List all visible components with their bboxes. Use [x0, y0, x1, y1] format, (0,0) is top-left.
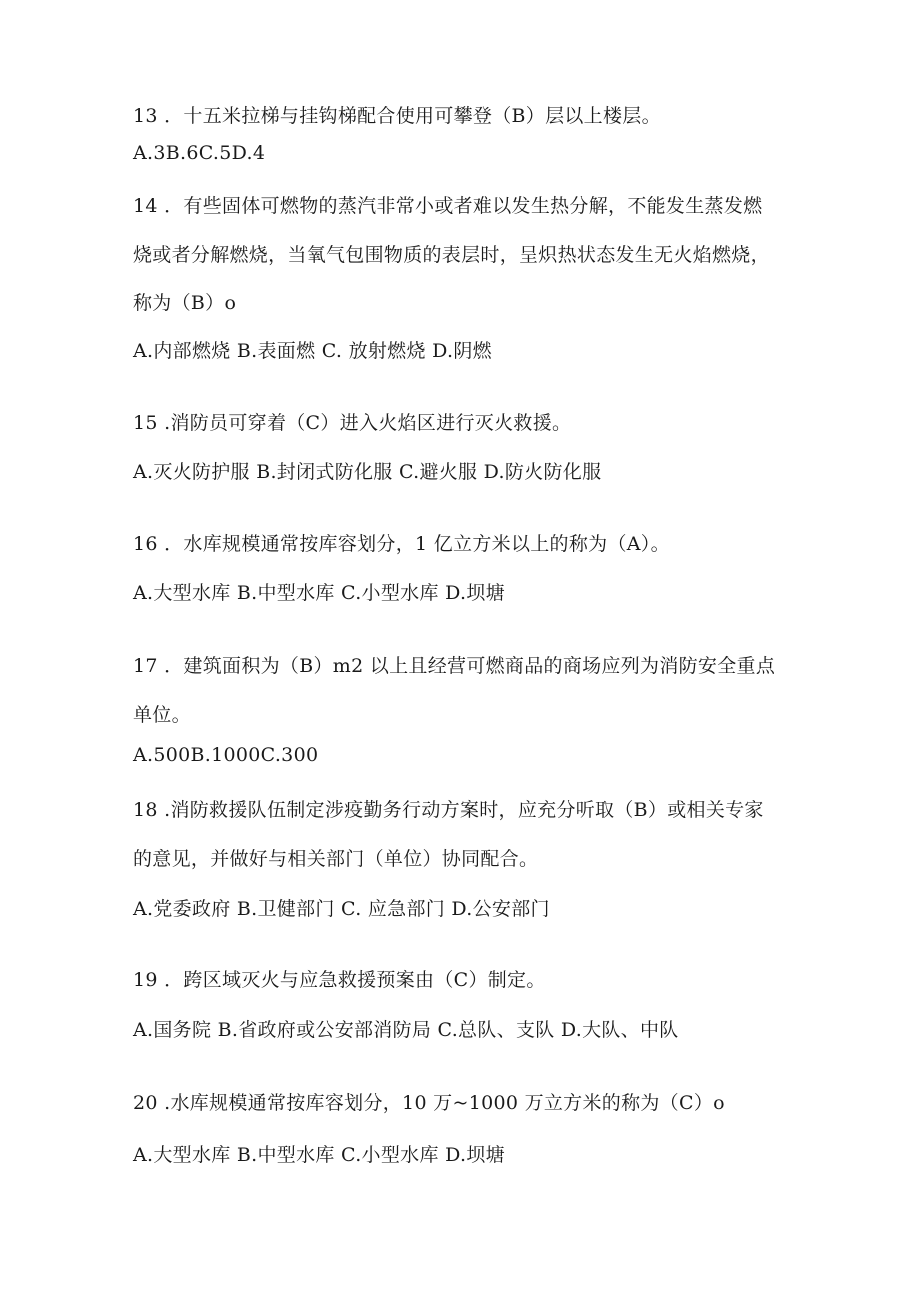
question-14-stem-line-2: 烧或者分解燃烧，当氧气包围物质的表层时，呈炽热状态发生无火焰燃烧， [133, 244, 770, 266]
question-14-stem-line-3: 称为（B）o [133, 292, 237, 314]
question-17-options: A.500B.1000C.300 [133, 744, 319, 766]
question-17-stem-line-1: 17 ．建筑面积为（B）m2 以上且经营可燃商品的商场应列为消防安全重点 [133, 655, 776, 677]
question-17-stem-line-2: 单位。 [133, 704, 191, 726]
question-13-stem-line-1: 13 ．十五米拉梯与挂钩梯配合使用可攀登（B）层以上楼层。 [133, 105, 661, 127]
question-19-stem-line-1: 19 ．跨区域灭火与应急救援预案由（C）制定。 [133, 969, 546, 991]
question-16-options: A.大型水库 B.中型水库 C.小型水库 D.坝塘 [133, 582, 505, 604]
question-14-options: A.内部燃烧 B.表面燃 C. 放射燃烧 D.阴燃 [133, 340, 492, 362]
question-18-options: A.党委政府 B.卫健部门 C. 应急部门 D.公安部门 [133, 898, 550, 920]
question-19-options: A.国务院 B.省政府或公安部消防局 C.总队、支队 D.大队、中队 [133, 1019, 679, 1041]
question-15-options: A.灭火防护服 B.封闭式防化服 C.避火服 D.防火防化服 [133, 461, 602, 483]
question-13-options: A.3B.6C.5D.4 [133, 142, 266, 164]
question-16-stem-line-1: 16 ．水库规模通常按库容划分，1 亿立方米以上的称为（A）。 [133, 533, 670, 555]
question-20-options: A.大型水库 B.中型水库 C.小型水库 D.坝塘 [133, 1144, 505, 1166]
question-18-stem-line-1: 18 .消防救援队伍制定涉疫勤务行动方案时，应充分听取（B）或相关专家 [133, 799, 764, 821]
question-15-stem-line-1: 15 .消防员可穿着（C）进入火焰区进行灭火救援。 [133, 412, 572, 434]
question-14-stem-line-1: 14 ．有些固体可燃物的蒸汽非常小或者难以发生热分解，不能发生蒸发燃 [133, 195, 763, 217]
question-18-stem-line-2: 的意见，并做好与相关部门（单位）协同配合。 [133, 848, 539, 870]
question-20-stem-line-1: 20 .水库规模通常按库容划分，10 万~1000 万立方米的称为（C）o [133, 1092, 725, 1114]
